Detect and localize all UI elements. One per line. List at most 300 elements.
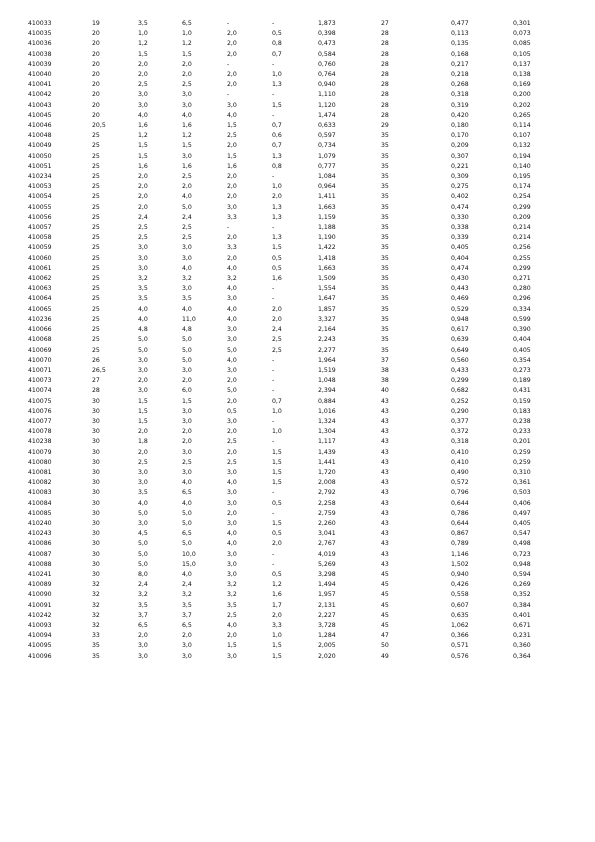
table-cell: 25 <box>92 132 100 140</box>
table-cell: - <box>272 438 275 446</box>
table-row <box>28 560 563 570</box>
table-cell: 0,443 <box>451 285 469 293</box>
table-cell: 2,0 <box>227 448 237 456</box>
table-cell: 0,259 <box>513 448 531 456</box>
table-cell: 2,0 <box>138 60 148 68</box>
row-code-cell: 410069 <box>28 346 52 354</box>
table-row <box>28 315 563 325</box>
table-cell: 4,0 <box>227 621 237 629</box>
table-cell: 1,5 <box>227 122 237 130</box>
table-cell: 2,0 <box>227 254 237 262</box>
table-cell: 0,271 <box>513 275 531 283</box>
table-cell: 0,5 <box>272 254 282 262</box>
table-cell: 28 <box>381 60 389 68</box>
table-cell: 20 <box>92 81 100 89</box>
table-cell: 38 <box>381 377 389 385</box>
table-cell: 0,402 <box>451 193 469 201</box>
row-code-cell: 410039 <box>28 60 52 68</box>
table-cell: 0,7 <box>272 50 282 58</box>
table-cell: 43 <box>381 407 389 415</box>
table-cell: 1,5 <box>272 468 282 476</box>
table-row <box>28 417 563 427</box>
table-cell: 49 <box>381 652 389 660</box>
table-cell: 26,5 <box>92 366 106 374</box>
table-cell: 0,764 <box>318 71 336 79</box>
table-cell: 28 <box>381 50 389 58</box>
table-cell: 28 <box>381 30 389 38</box>
table-cell: 47 <box>381 632 389 640</box>
row-code-cell: 410081 <box>28 468 52 476</box>
table-row <box>28 590 563 600</box>
table-cell: 32 <box>92 601 100 609</box>
table-cell: 2,5 <box>138 234 148 242</box>
table-cell: 0,572 <box>451 479 469 487</box>
table-cell: 0,734 <box>318 142 336 150</box>
table-row <box>28 468 563 478</box>
row-code-cell: 410082 <box>28 479 52 487</box>
table-cell: 43 <box>381 438 389 446</box>
table-row <box>28 192 563 202</box>
table-cell: 5,0 <box>138 336 148 344</box>
table-cell: 3,0 <box>138 91 148 99</box>
table-cell: 0,189 <box>513 377 531 385</box>
table-row <box>28 284 563 294</box>
table-cell: 0,5 <box>272 264 282 272</box>
table-cell: 2,0 <box>138 71 148 79</box>
table-cell: 20 <box>92 30 100 38</box>
table-cell: 35 <box>381 244 389 252</box>
row-code-cell: 410091 <box>28 601 52 609</box>
table-cell: 35 <box>381 142 389 150</box>
table-cell: 1,110 <box>318 91 336 99</box>
table-cell: 28 <box>381 40 389 48</box>
table-cell: 0,209 <box>513 213 531 221</box>
table-cell: 3,0 <box>138 356 148 364</box>
table-cell: 1,957 <box>318 591 336 599</box>
table-cell: 1,857 <box>318 305 336 313</box>
table-cell: 0,105 <box>513 50 531 58</box>
table-cell: 0,252 <box>451 397 469 405</box>
table-cell: 0,584 <box>318 50 336 58</box>
table-cell: 2,5 <box>138 224 148 232</box>
table-cell: 2,0 <box>138 173 148 181</box>
table-cell: 2,5 <box>227 458 237 466</box>
table-cell: 2,0 <box>227 632 237 640</box>
table-row <box>28 570 563 580</box>
table-cell: 43 <box>381 397 389 405</box>
table-cell: 0,597 <box>318 132 336 140</box>
table-row <box>28 162 563 172</box>
table-cell: 6,0 <box>182 387 192 395</box>
table-cell: 37 <box>381 356 389 364</box>
table-cell: 3,327 <box>318 315 336 323</box>
table-cell: 1,647 <box>318 295 336 303</box>
table-cell: 2,5 <box>182 234 192 242</box>
table-cell: 35 <box>381 213 389 221</box>
table-cell: 0,214 <box>513 234 531 242</box>
table-cell: 25 <box>92 285 100 293</box>
table-cell: 5,0 <box>227 387 237 395</box>
table-cell: 1,3 <box>272 203 282 211</box>
table-row <box>28 641 563 651</box>
table-cell: 4,5 <box>138 530 148 538</box>
table-cell: 0,201 <box>513 438 531 446</box>
table-cell: 4,019 <box>318 550 336 558</box>
table-cell: 30 <box>92 397 100 405</box>
table-cell: 4,0 <box>182 479 192 487</box>
row-code-cell: 410076 <box>28 407 52 415</box>
table-cell: - <box>227 20 230 27</box>
table-cell: 3,0 <box>182 101 192 109</box>
row-code-cell: 410236 <box>28 315 52 323</box>
table-cell: 25 <box>92 315 100 323</box>
table-cell: 30 <box>92 519 100 527</box>
table-cell: 25 <box>92 224 100 232</box>
table-cell: - <box>272 550 275 558</box>
table-cell: 25 <box>92 336 100 344</box>
table-cell: 3,0 <box>138 468 148 476</box>
table-cell: 1,6 <box>138 162 148 170</box>
table-cell: 25 <box>92 162 100 170</box>
row-code-cell: 410061 <box>28 264 52 272</box>
table-cell: 35 <box>92 652 100 660</box>
table-row <box>28 335 563 345</box>
table-cell: 0,599 <box>513 315 531 323</box>
table-cell: 1,5 <box>182 50 192 58</box>
table-cell: 30 <box>92 570 100 578</box>
table-cell: 30 <box>92 407 100 415</box>
row-code-cell: 410071 <box>28 366 52 374</box>
table-cell: 0,307 <box>451 152 469 160</box>
table-cell: 4,0 <box>227 315 237 323</box>
table-cell: 0,200 <box>513 91 531 99</box>
table-cell: 2,5 <box>227 438 237 446</box>
table-cell: 3,298 <box>318 570 336 578</box>
table-cell: 25 <box>92 275 100 283</box>
table-cell: - <box>272 295 275 303</box>
table-cell: 28 <box>381 91 389 99</box>
table-row <box>28 141 563 151</box>
table-row <box>28 111 563 121</box>
table-cell: 4,0 <box>227 264 237 272</box>
table-cell: 20 <box>92 91 100 99</box>
table-cell: 30 <box>92 468 100 476</box>
table-cell: 3,0 <box>182 152 192 160</box>
table-cell: 0,5 <box>272 499 282 507</box>
table-cell: 1,2 <box>182 132 192 140</box>
row-code-cell: 410074 <box>28 387 52 395</box>
table-cell: - <box>227 224 230 232</box>
table-cell: 1,2 <box>272 581 282 589</box>
table-row <box>28 488 563 498</box>
table-cell: 0,377 <box>451 417 469 425</box>
table-cell: 1,6 <box>182 122 192 130</box>
table-cell: 35 <box>381 346 389 354</box>
row-code-cell: 410051 <box>28 162 52 170</box>
table-row <box>28 233 563 243</box>
table-cell: 3,3 <box>227 244 237 252</box>
table-cell: 3,7 <box>182 611 192 619</box>
table-cell: 1,0 <box>272 407 282 415</box>
table-cell: 25 <box>92 234 100 242</box>
table-cell: 35 <box>381 254 389 262</box>
table-cell: 6,5 <box>182 489 192 497</box>
table-cell: 2,5 <box>272 336 282 344</box>
table-cell: 1,5 <box>138 50 148 58</box>
table-cell: 0,352 <box>513 591 531 599</box>
table-cell: 35 <box>381 173 389 181</box>
table-cell: 20,5 <box>92 122 106 130</box>
table-row <box>28 631 563 641</box>
table-cell: 1,5 <box>138 407 148 415</box>
table-cell: 1,0 <box>138 30 148 38</box>
table-cell: 0,319 <box>451 101 469 109</box>
table-cell: 0,420 <box>451 111 469 119</box>
table-cell: 45 <box>381 591 389 599</box>
table-cell: 11,0 <box>182 315 196 323</box>
table-cell: 1,2 <box>138 40 148 48</box>
table-cell: 1,0 <box>272 632 282 640</box>
table-cell: 0,8 <box>272 162 282 170</box>
table-cell: 1,284 <box>318 632 336 640</box>
table-row <box>28 264 563 274</box>
table-cell: 0,639 <box>451 336 469 344</box>
table-row <box>28 29 563 39</box>
table-cell: 1,964 <box>318 356 336 364</box>
table-cell: 2,0 <box>182 428 192 436</box>
row-code-cell: 410066 <box>28 326 52 334</box>
table-row <box>28 182 563 192</box>
table-cell: 30 <box>92 550 100 558</box>
table-cell: 0,884 <box>318 397 336 405</box>
table-cell: 4,0 <box>182 570 192 578</box>
table-cell: 4,0 <box>182 264 192 272</box>
table-cell: 0,330 <box>451 213 469 221</box>
table-cell: 20 <box>92 40 100 48</box>
table-cell: 45 <box>381 611 389 619</box>
table-cell: 0,132 <box>513 142 531 150</box>
table-cell: 4,0 <box>138 499 148 507</box>
table-row <box>28 550 563 560</box>
table-cell: 3,0 <box>138 366 148 374</box>
table-cell: 2,0 <box>138 377 148 385</box>
table-cell: 3,0 <box>182 366 192 374</box>
table-cell: 0,5 <box>272 30 282 38</box>
row-code-cell: 410096 <box>28 652 52 660</box>
table-cell: 3,0 <box>227 295 237 303</box>
table-cell: 0,309 <box>451 173 469 181</box>
table-cell: 3,0 <box>182 417 192 425</box>
table-cell: 0,238 <box>513 417 531 425</box>
table-cell: 3,5 <box>227 601 237 609</box>
table-cell: 3,5 <box>138 20 148 27</box>
table-cell: 4,0 <box>227 285 237 293</box>
row-code-cell: 410240 <box>28 519 52 527</box>
table-cell: 2,792 <box>318 489 336 497</box>
table-cell: 2,0 <box>227 193 237 201</box>
table-cell: 4,0 <box>227 356 237 364</box>
table-cell: - <box>272 285 275 293</box>
table-cell: 0,085 <box>513 40 531 48</box>
table-cell: 45 <box>381 601 389 609</box>
table-cell: 0,339 <box>451 234 469 242</box>
row-code-cell: 410087 <box>28 550 52 558</box>
table-row <box>28 539 563 549</box>
table-cell: 2,0 <box>272 611 282 619</box>
table-cell: 4,0 <box>227 305 237 313</box>
table-cell: 1,502 <box>451 560 469 568</box>
table-cell: - <box>272 509 275 517</box>
table-cell: 0,231 <box>513 632 531 640</box>
table-cell: 2,5 <box>182 173 192 181</box>
table-cell: 3,0 <box>227 468 237 476</box>
row-code-cell: 410059 <box>28 244 52 252</box>
table-cell: 30 <box>92 560 100 568</box>
table-cell: 0,8 <box>272 40 282 48</box>
table-row <box>28 254 563 264</box>
table-cell: 0,948 <box>513 560 531 568</box>
table-cell: 30 <box>92 509 100 517</box>
table-cell: 1,7 <box>272 601 282 609</box>
table-cell: 0,433 <box>451 366 469 374</box>
table-cell: 30 <box>92 499 100 507</box>
row-code-cell: 410046 <box>28 122 52 130</box>
table-cell: 29 <box>381 122 389 130</box>
table-row <box>28 427 563 437</box>
table-cell: 35 <box>381 132 389 140</box>
table-cell: 0,209 <box>451 142 469 150</box>
table-cell: 0,497 <box>513 509 531 517</box>
table-row <box>28 652 563 662</box>
row-code-cell: 410084 <box>28 499 52 507</box>
table-row <box>28 325 563 335</box>
table-cell: 43 <box>381 417 389 425</box>
table-cell: 3,0 <box>227 652 237 660</box>
table-cell: 0,221 <box>451 162 469 170</box>
table-cell: 25 <box>92 152 100 160</box>
table-cell: 1,3 <box>272 152 282 160</box>
table-cell: 3,0 <box>138 652 148 660</box>
table-row <box>28 121 563 131</box>
table-cell: 0,948 <box>451 315 469 323</box>
table-cell: 4,0 <box>227 111 237 119</box>
table-body <box>28 19 563 662</box>
row-code-cell: 410056 <box>28 213 52 221</box>
table-cell: 20 <box>92 50 100 58</box>
row-code-cell: 410062 <box>28 275 52 283</box>
table-cell: 43 <box>381 479 389 487</box>
table-cell: 3,2 <box>138 275 148 283</box>
table-cell: 28 <box>381 101 389 109</box>
table-row <box>28 386 563 396</box>
table-cell: 3,0 <box>227 560 237 568</box>
table-row <box>28 50 563 60</box>
table-cell: 32 <box>92 581 100 589</box>
table-cell: 35 <box>381 234 389 242</box>
table-cell: 0,296 <box>513 295 531 303</box>
table-cell: 8,0 <box>138 570 148 578</box>
table-cell: 0,107 <box>513 132 531 140</box>
table-cell: 1,494 <box>318 581 336 589</box>
table-cell: 5,0 <box>138 550 148 558</box>
table-cell: 1,6 <box>272 275 282 283</box>
table-cell: 30 <box>92 448 100 456</box>
row-code-cell: 410242 <box>28 611 52 619</box>
table-cell: 0,671 <box>513 621 531 629</box>
table-cell: 0,338 <box>451 224 469 232</box>
table-cell: 43 <box>381 560 389 568</box>
table-cell: 1,720 <box>318 468 336 476</box>
table-cell: 0,214 <box>513 224 531 232</box>
table-cell: 1,5 <box>182 397 192 405</box>
table-cell: 1,117 <box>318 438 336 446</box>
table-cell: 3,0 <box>227 203 237 211</box>
table-cell: 2,0 <box>227 183 237 191</box>
table-cell: - <box>272 560 275 568</box>
table-row <box>28 478 563 488</box>
table-cell: 1,120 <box>318 101 336 109</box>
table-cell: 2,258 <box>318 499 336 507</box>
row-code-cell: 410033 <box>28 20 52 27</box>
table-cell: 0,405 <box>451 244 469 252</box>
table-cell: 3,0 <box>227 519 237 527</box>
table-cell: 0,682 <box>451 387 469 395</box>
table-cell: - <box>227 60 230 68</box>
table-cell: 2,0 <box>272 193 282 201</box>
table-cell: 27 <box>92 377 100 385</box>
table-cell: 5,0 <box>182 203 192 211</box>
table-cell: - <box>272 366 275 374</box>
row-code-cell: 410083 <box>28 489 52 497</box>
table-cell: - <box>272 387 275 395</box>
table-cell: 15,0 <box>182 560 196 568</box>
table-cell: 43 <box>381 530 389 538</box>
table-row <box>28 19 563 29</box>
table-row <box>28 366 563 376</box>
table-cell: 2,0 <box>227 81 237 89</box>
table-cell: 0,280 <box>513 285 531 293</box>
table-cell: - <box>272 356 275 364</box>
table-row <box>28 80 563 90</box>
table-cell: 1,873 <box>318 20 336 27</box>
table-cell: - <box>272 20 275 27</box>
table-cell: 2,0 <box>272 305 282 313</box>
table-cell: 0,777 <box>318 162 336 170</box>
table-cell: 0,174 <box>513 183 531 191</box>
table-cell: 5,269 <box>318 560 336 568</box>
row-code-cell: 410042 <box>28 91 52 99</box>
table-cell: 0,6 <box>272 132 282 140</box>
table-cell: 25 <box>92 203 100 211</box>
table-row <box>28 611 563 621</box>
row-code-cell: 410077 <box>28 417 52 425</box>
table-row <box>28 458 563 468</box>
table-cell: 3,5 <box>138 285 148 293</box>
table-cell: 45 <box>381 570 389 578</box>
table-cell: 0,194 <box>513 152 531 160</box>
table-cell: 43 <box>381 428 389 436</box>
table-row <box>28 580 563 590</box>
table-cell: 1,146 <box>451 550 469 558</box>
table-cell: 6,5 <box>182 20 192 27</box>
row-code-cell: 410060 <box>28 254 52 262</box>
table-row <box>28 60 563 70</box>
table-cell: 4,0 <box>182 111 192 119</box>
table-cell: 3,0 <box>182 407 192 415</box>
table-cell: 0,723 <box>513 550 531 558</box>
row-code-cell: 410241 <box>28 570 52 578</box>
table-cell: 0,503 <box>513 489 531 497</box>
